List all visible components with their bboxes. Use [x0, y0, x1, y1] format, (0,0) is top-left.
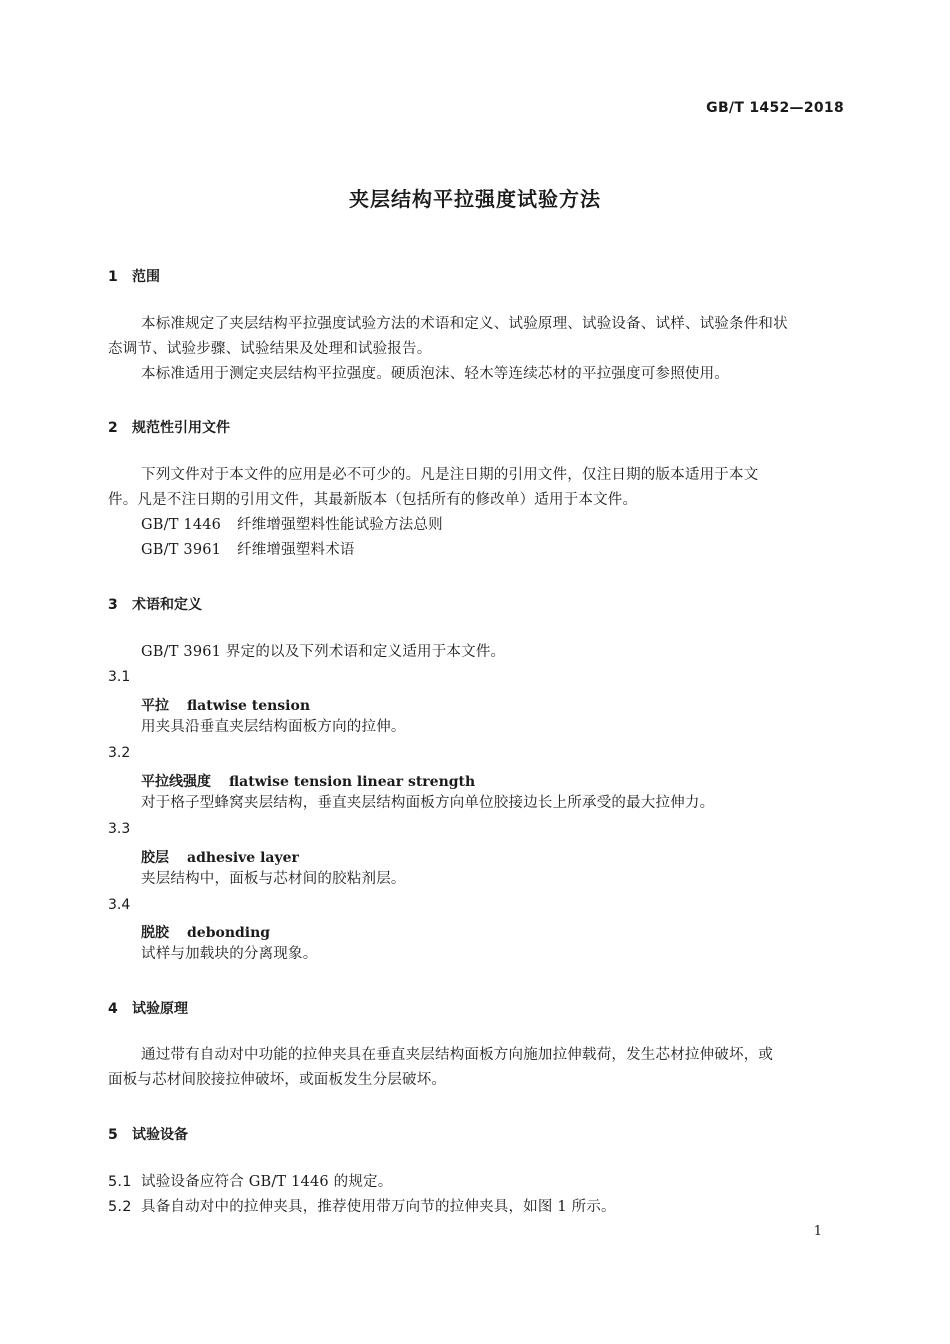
term-en: adhesive layer: [187, 850, 299, 866]
section-number: 3: [108, 597, 118, 613]
reference-item: [141, 538, 355, 563]
term-heading: [141, 771, 475, 791]
paragraph-line: 态调节、试验步骤、试验结果及处理和试验报告。: [108, 341, 432, 357]
term-heading: [141, 847, 299, 867]
section-title: 术语和定义: [132, 597, 202, 613]
term-zh: 胶层: [141, 850, 169, 866]
clause-text: 具备自动对中的拉伸夹具，推荐使用带万向节的拉伸夹具，如图 1 所示。: [141, 1199, 616, 1215]
clause-item: [108, 1170, 392, 1195]
term-en: flatwise tension: [187, 698, 311, 714]
paragraph-line: 本标准规定了夹层结构平拉强度试验方法的术语和定义、试验原理、试验设备、试样、试验条件和状: [141, 316, 788, 332]
paragraph-line: GB/T 3961 界定的以及下列术语和定义适用于本文件。: [141, 644, 506, 660]
term-zh: 平拉线强度: [141, 774, 211, 790]
term-en: flatwise tension linear strength: [229, 774, 476, 790]
term-definition: 试样与加载块的分离现象。: [141, 946, 318, 962]
clause-number: 5.1: [108, 1174, 132, 1190]
paragraph-line: 件。凡是不注日期的引用文件，其最新版本（包括所有的修改单）适用于本文件。: [108, 492, 638, 508]
paragraph-line: 通过带有自动对中功能的拉伸夹具在垂直夹层结构面板方向施加拉伸载荷，发生芯材拉伸破坏，或: [141, 1047, 774, 1063]
section-number: 5: [108, 1127, 118, 1143]
paragraph-line: 下列文件对于本文件的应用是必不可少的。凡是注日期的引用文件，仅注日期的版本适用于本文: [141, 467, 759, 483]
clause-number: 5.2: [108, 1199, 132, 1215]
document-title: 夹层结构平拉强度试验方法: [349, 187, 601, 211]
reference-code: GB/T 1446: [141, 517, 222, 533]
clause-text: 试验设备应符合 GB/T 1446 的规定。: [141, 1174, 393, 1190]
section-5-heading: [108, 1124, 188, 1144]
standard-code: GB/T 1452—2018: [706, 100, 844, 116]
section-3-heading: [108, 594, 202, 614]
term-zh: 平拉: [141, 698, 169, 714]
section-2-heading: [108, 417, 230, 437]
section-number: 2: [108, 420, 118, 436]
reference-title: 纤维增强塑料术语: [237, 542, 355, 558]
term-zh: 脱胶: [141, 925, 169, 941]
section-number: 4: [108, 1001, 118, 1017]
term-heading: [141, 922, 270, 942]
term-number: 3.2: [108, 745, 131, 761]
section-1-heading: [108, 266, 160, 286]
section-4-heading: [108, 998, 188, 1018]
section-title: 试验原理: [132, 1001, 188, 1017]
term-definition: 夹层结构中，面板与芯材间的胶粘剂层。: [141, 871, 406, 887]
term-number: 3.3: [108, 821, 131, 837]
term-definition: 对于格子型蜂窝夹层结构，垂直夹层结构面板方向单位胶接边长上所承受的最大拉伸力。: [141, 795, 715, 811]
page-number: 1: [813, 1224, 822, 1239]
term-definition: 用夹具沿垂直夹层结构面板方向的拉伸。: [141, 719, 406, 735]
term-heading: [141, 695, 310, 715]
clause-item: [108, 1195, 616, 1220]
term-en: debonding: [187, 925, 271, 941]
reference-item: [141, 513, 443, 538]
section-title: 规范性引用文件: [132, 420, 230, 436]
section-title: 范围: [132, 269, 160, 285]
paragraph-line: 本标准适用于测定夹层结构平拉强度。硬质泡沫、轻木等连续芯材的平拉强度可参照使用。: [141, 366, 729, 382]
section-number: 1: [108, 269, 118, 285]
reference-code: GB/T 3961: [141, 542, 222, 558]
paragraph-line: 面板与芯材间胶接拉伸破坏，或面板发生分层破坏。: [108, 1072, 447, 1088]
section-title: 试验设备: [132, 1127, 188, 1143]
term-number: 3.1: [108, 669, 131, 685]
reference-title: 纤维增强塑料性能试验方法总则: [237, 517, 443, 533]
term-number: 3.4: [108, 897, 131, 913]
